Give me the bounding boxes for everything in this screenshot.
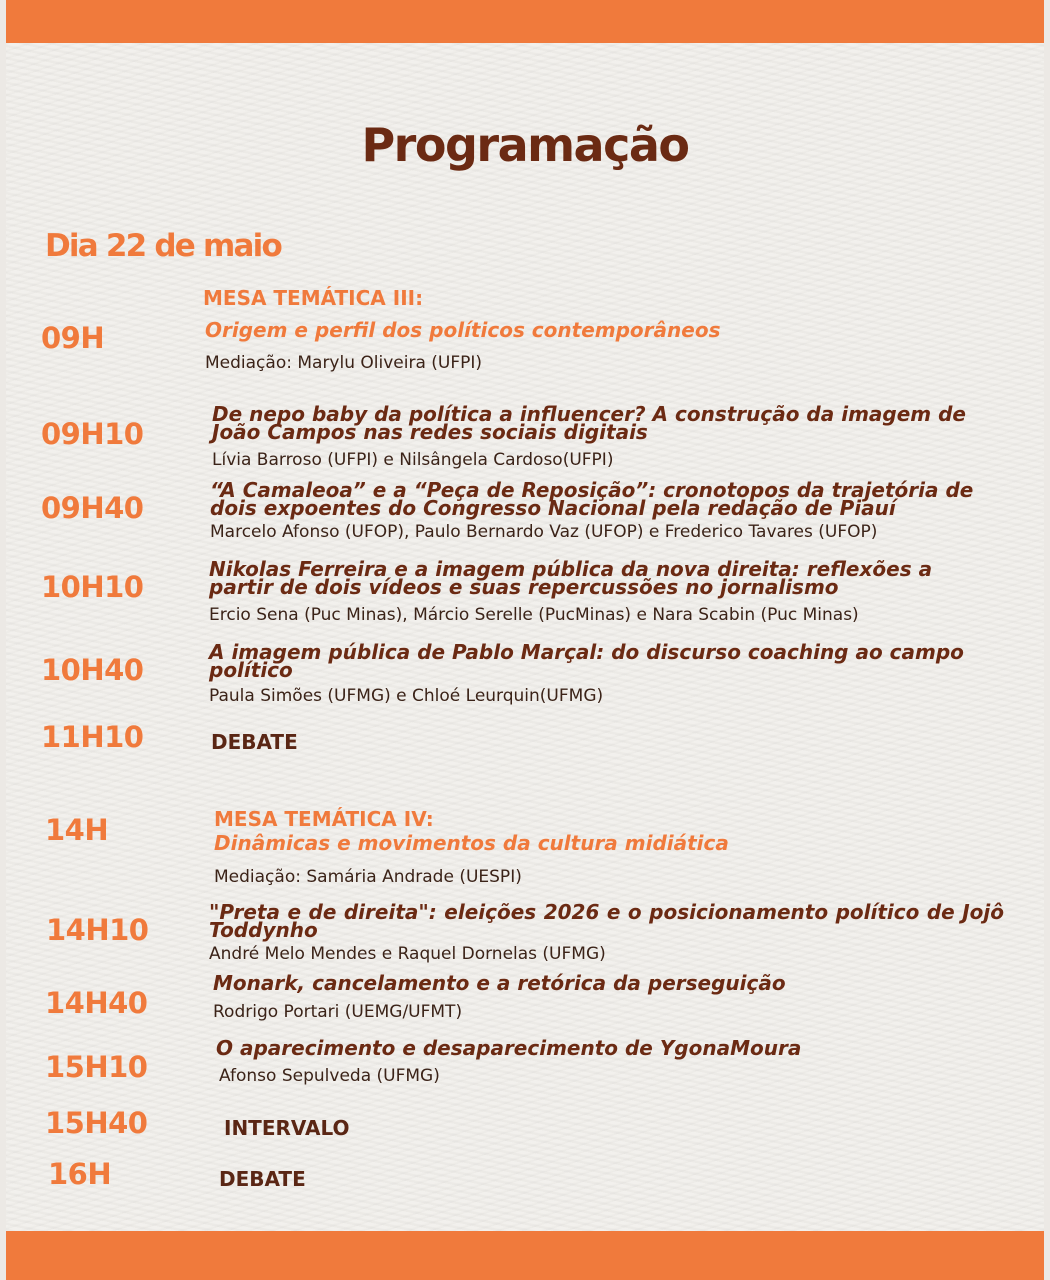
time-talk: 14H10: [46, 913, 149, 947]
mesa4-mediation: Mediação: Samária Andrade (UESPI): [214, 867, 522, 887]
interval-label: INTERVALO: [224, 1116, 350, 1140]
debate-label: DEBATE: [219, 1167, 306, 1191]
time-talk: 09H40: [41, 491, 144, 525]
talk-title: O aparecimento e desaparecimento de YgonaMoura: [216, 1036, 802, 1060]
mesa4-subtitle: Dinâmicas e movimentos da cultura midiática: [214, 831, 729, 855]
time-talk: 14H40: [45, 986, 148, 1020]
time-talk: 10H10: [41, 570, 144, 604]
talk-authors: Marcelo Afonso (UFOP), Paulo Bernardo Vaz (UFOP) e Frederico Tavares (UFOP): [210, 522, 878, 542]
talk-authors: Afonso Sepulveda (UFMG): [219, 1066, 440, 1086]
talk-title: De nepo baby da política a influencer? A construção da imagem de João Campos nas redes sociais digitais: [212, 402, 966, 444]
talk-title: “A Camaleoa” e a “Peça de Reposição”: cronotopos da trajetória de dois expoentes do Congresso Nacional pela redação de Piauí: [210, 478, 974, 520]
talk-authors: Lívia Barroso (UFPI) e Nilsângela Cardoso(UFPI): [212, 450, 614, 470]
time-talk: 10H40: [41, 653, 144, 687]
talk-title: Nikolas Ferreira e a imagem pública da nova direita: reflexões a partir de dois vídeos e suas repercussões no jornalismo: [209, 557, 933, 599]
time-talk: 09H10: [41, 417, 144, 451]
talk-authors: Rodrigo Portari (UEMG/UFMT): [213, 1002, 463, 1022]
debate-label: DEBATE: [211, 730, 298, 754]
mesa3-subtitle: Origem e perfil dos políticos contemporâneos: [205, 318, 721, 342]
talk-title: Monark, cancelamento e a retórica da perseguição: [213, 971, 786, 995]
bottom-banner: [6, 1231, 1044, 1280]
page-title: Programação: [361, 118, 689, 172]
time-debate: 11H10: [41, 720, 144, 754]
mesa4-heading: MESA TEMÁTICA IV:: [214, 807, 434, 831]
talk-authors: Paula Simões (UFMG) e Chloé Leurquin(UFMG): [209, 686, 604, 706]
mesa3-mediation: Mediação: Marylu Oliveira (UFPI): [205, 353, 483, 373]
talk-title: "Preta e de direita": eleições 2026 e o posicionamento político de Jojô Toddynho: [209, 900, 1004, 942]
talk-authors: Ercio Sena (Puc Minas), Márcio Serelle (PucMinas) e Nara Scabin (Puc Minas): [209, 605, 859, 625]
top-banner: [6, 0, 1044, 43]
time-mesa4: 14H: [45, 813, 109, 847]
mesa3-heading: MESA TEMÁTICA III:: [203, 286, 424, 310]
talk-authors: André Melo Mendes e Raquel Dornelas (UFMG): [209, 944, 606, 964]
time-mesa3: 09H: [41, 321, 105, 355]
time-debate: 16H: [48, 1157, 112, 1191]
day-heading: Dia 22 de maio: [45, 228, 281, 264]
talk-title: A imagem pública de Pablo Marçal: do discurso coaching ao campo político: [209, 640, 964, 682]
time-interval: 15H40: [45, 1106, 148, 1140]
time-talk: 15H10: [45, 1050, 148, 1084]
